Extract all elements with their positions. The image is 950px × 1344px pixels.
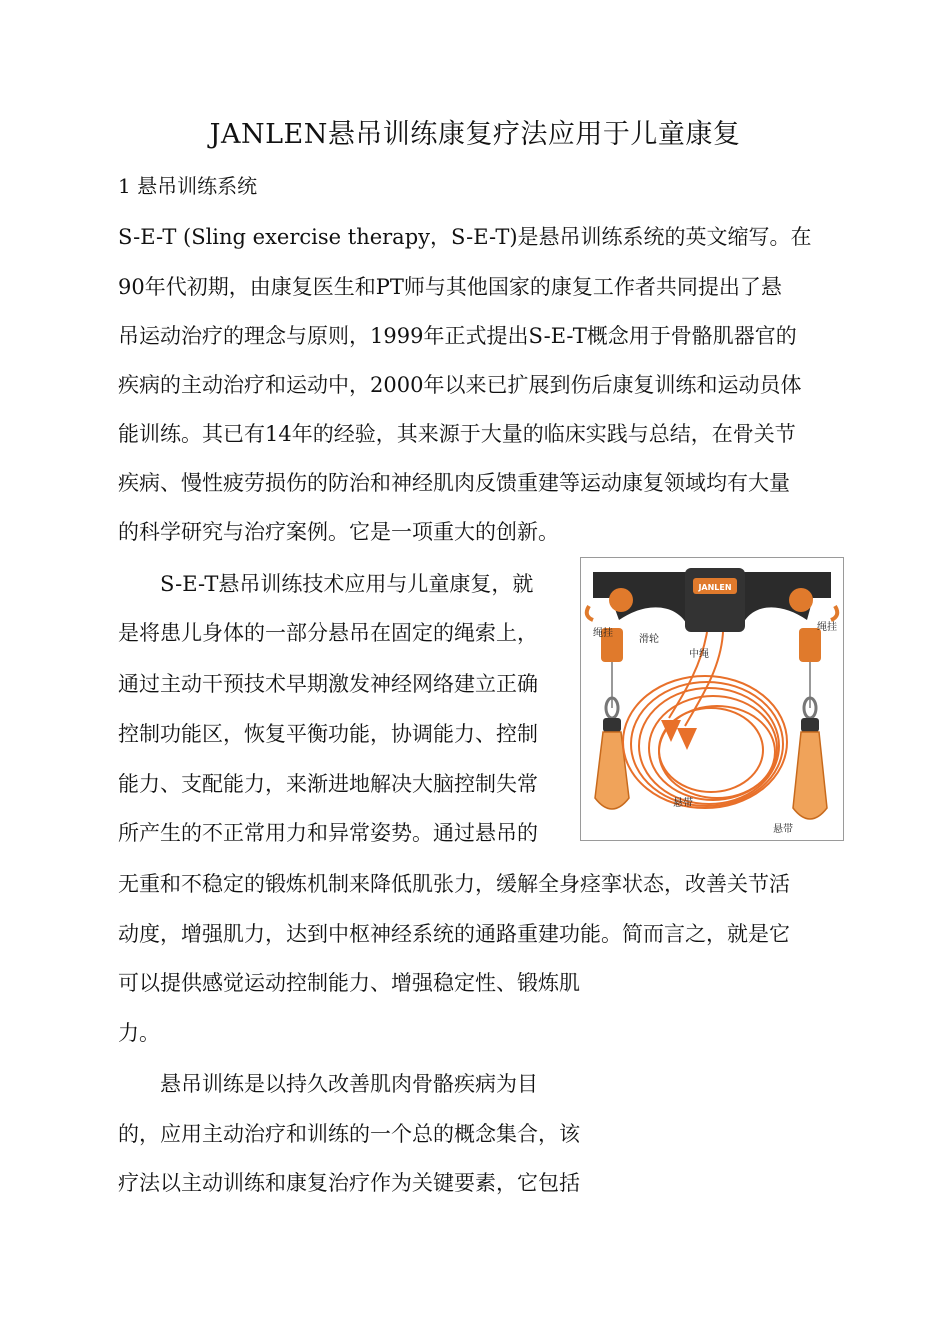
paragraph-line: 90年代初期，由康复医生和PT师与其他国家的康复工作者共同提出了悬 xyxy=(118,275,782,299)
paragraph-line: 疗法以主动训练和康复治疗作为关键要素，它包括 xyxy=(118,1171,580,1195)
label-middle-rope: 中绳 xyxy=(689,649,709,660)
label-pulley: 滑轮 xyxy=(639,634,659,645)
paragraph-line: 可以提供感觉运动控制能力、增强稳定性、锻炼肌 xyxy=(118,971,580,995)
right-cap xyxy=(789,588,813,612)
paragraph-line: 控制功能区，恢复平衡功能，协调能力、控制 xyxy=(118,722,538,746)
center-block xyxy=(685,568,745,632)
right-handle xyxy=(801,718,819,732)
paragraph-line: 通过主动干预技术早期激发神经网络建立正确 xyxy=(118,672,538,696)
label-sling-right: 悬带 xyxy=(773,824,793,835)
right-cleat xyxy=(799,628,821,662)
left-cap xyxy=(609,588,633,612)
paragraph-line: 是将患儿身体的一部分悬吊在固定的绳索上， xyxy=(118,621,538,645)
paragraph-line: 吊运动治疗的理念与原则，1999年正式提出S-E-T概念用于骨骼肌器官的 xyxy=(118,324,797,348)
right-hook xyxy=(831,606,837,620)
paragraph-line: 动度，增强肌力，达到中枢神经系统的通路重建功能。简而言之，就是它 xyxy=(118,922,790,946)
paragraph-line: 无重和不稳定的锻炼机制来降低肌张力，缓解全身痉挛状态，改善关节活 xyxy=(118,872,790,896)
sling-system-illustration xyxy=(581,558,843,840)
paragraph-line: 疾病的主动治疗和运动中，2000年以来已扩展到伤后康复训练和运动员体 xyxy=(118,373,802,397)
paragraph-line: 的，应用主动治疗和训练的一个总的概念集合，该 xyxy=(118,1122,580,1146)
label-rope-hook-left: 绳挂 xyxy=(593,628,613,639)
paragraph-line: 悬吊训练是以持久改善肌肉骨骼疾病为目 xyxy=(118,1072,538,1096)
paragraph-line: 所产生的不正常用力和异常姿势。通过悬吊的 xyxy=(118,821,538,845)
left-handle xyxy=(603,718,621,732)
paragraph-line: 能力、支配能力，来渐进地解决大脑控制失常 xyxy=(118,772,538,796)
label-rope-hook-right: 绳挂 xyxy=(817,622,837,633)
paragraph-line: 的科学研究与治疗案例。它是一项重大的创新。 xyxy=(118,520,559,544)
paragraph-line: S-E-T (Sling exercise therapy，S-E-T)是悬吊训练系统的英文缩写。在 xyxy=(118,225,812,249)
paragraph-line: 能训练。其已有14年的经验，其来源于大量的临床实践与总结，在骨关节 xyxy=(118,422,796,446)
brand-label: JANLEN xyxy=(698,583,732,592)
section-heading: 1 悬吊训练系统 xyxy=(118,174,258,198)
paragraph-line: S-E-T悬吊训练技术应用与儿童康复，就 xyxy=(118,572,534,596)
triangle-grip-b xyxy=(677,728,697,750)
left-hook xyxy=(587,606,593,620)
paragraph-line: 力。 xyxy=(118,1021,160,1045)
paragraph-line: 疾病、慢性疲劳损伤的防治和神经肌肉反馈重建等运动康复领域均有大量 xyxy=(118,471,790,495)
document-title: JANLEN悬吊训练康复疗法应用于儿童康复 xyxy=(209,119,741,150)
sling-system-figure xyxy=(580,557,844,841)
coiled-rope xyxy=(623,676,787,808)
right-sling xyxy=(793,732,827,819)
label-sling-left: 悬带 xyxy=(673,798,693,809)
